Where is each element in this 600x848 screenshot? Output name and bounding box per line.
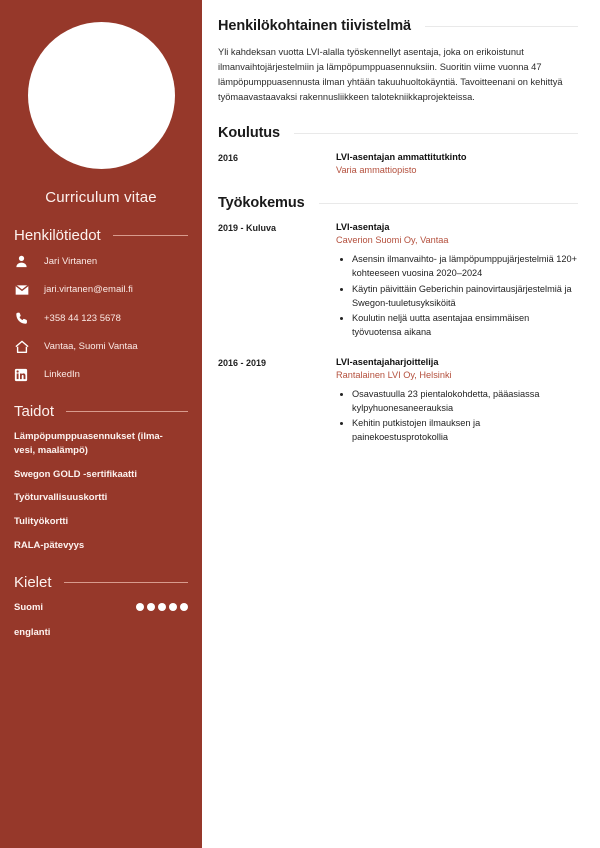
education-entry-title: LVI-asentajan ammattitutkinto [336, 152, 467, 163]
experience-entry-title: LVI-asentaja [336, 222, 390, 233]
skills-list [14, 430, 188, 553]
education-entry [218, 152, 578, 177]
experience-entry-body [336, 222, 578, 341]
contact-phone-value: +358 44 123 5678 [44, 312, 121, 324]
education-heading [218, 125, 578, 141]
personal-info-heading-label: Henkilötiedot [14, 227, 101, 244]
languages-list [14, 601, 188, 639]
cv-title: Curriculum vitae [45, 189, 157, 206]
skills-heading [14, 403, 188, 420]
summary-text: Yli kahdeksan vuotta LVI-alalla työskennellyt asentaja, joka on erikoistunut ilmanvaihtojärjestelmiin ja lämpöpumppuasennuksiin. Suoritin viime vuonna 47 lämpöpumppuasennusta ilman yhtään takuuhuoltokäyntiä. Tavoitteenani on kehittyä työmaavastaavaksi rakennusliikkeen talotekniikkaprojekteissa. [218, 47, 563, 103]
contact-item-linkedin[interactable] [14, 368, 188, 382]
education-entry-date: 2016 [218, 153, 239, 164]
personal-info-heading [14, 227, 188, 244]
skill-item: Lämpöpumppuasennukset (ilma-vesi, maalämpö) [14, 431, 163, 456]
contact-item-address [14, 339, 188, 355]
language-level-dot [136, 603, 144, 611]
languages-heading [14, 574, 188, 591]
heading-divider [294, 133, 578, 134]
experience-entry [218, 357, 578, 446]
language-level-dot [180, 603, 188, 611]
experience-heading-label: Työkokemus [218, 195, 305, 212]
contact-email-value: jari.virtanen@email.fi [44, 284, 133, 296]
experience-bullet: • Käytin päivittäin Geberichin painovirtausjärjestelmiä ja Swegon-tuuletusyksiköitä [352, 282, 578, 311]
language-name: englanti [14, 626, 51, 638]
summary-heading [218, 18, 578, 34]
language-level-dot [147, 603, 155, 611]
main-content [202, 0, 600, 848]
heading-divider [319, 203, 578, 204]
experience-entry-organization: Rantalainen LVI Oy, Helsinki [336, 369, 452, 380]
contact-item-name [14, 254, 188, 269]
home-icon [14, 339, 36, 355]
language-level-dot [169, 603, 177, 611]
skill-item: RALA-pätevyys [14, 539, 85, 551]
contact-address-value: Vantaa, Suomi Vantaa [44, 341, 138, 353]
experience-entry-title: LVI-asentajaharjoittelija [336, 356, 439, 367]
contact-item-email[interactable] [14, 282, 188, 298]
experience-entry-date: 2016 - 2019 [218, 357, 267, 368]
phone-icon [14, 311, 36, 326]
education-heading-label: Koulutus [218, 125, 281, 142]
summary-heading-label: Henkilökohtainen tiivistelmä [218, 18, 411, 34]
heading-divider [113, 235, 188, 236]
language-level-dots [136, 603, 188, 611]
language-level-dot [158, 603, 166, 611]
heading-divider [64, 582, 188, 583]
experience-bullet-list [336, 252, 578, 340]
education-entry-organization: Varia ammattiopisto [336, 165, 417, 176]
experience-bullet-list [336, 387, 578, 445]
heading-divider [425, 26, 578, 27]
experience-heading [218, 195, 578, 211]
experience-bullet: • Kehitin putkistojen ilmauksen ja painekoestusprotokollia [352, 416, 578, 445]
contact-linkedin-value: LinkedIn [44, 369, 80, 381]
experience-bullet: • Asensin ilmanvaihto- ja lämpöpumppujärjestelmiä 120+ kohteeseen vuosina 2020–2024 [352, 252, 578, 281]
skill-item: Swegon GOLD -sertifikaatti [14, 468, 137, 480]
contact-list [14, 254, 188, 382]
contact-item-phone[interactable] [14, 311, 188, 326]
experience-bullet: • Osavastuulla 23 pientalokohdetta, pääasiassa kylpyhuonesaneerauksia [352, 387, 578, 416]
person-icon [14, 254, 36, 269]
language-name: Suomi [14, 601, 44, 613]
languages-heading-label: Kielet [14, 573, 52, 591]
experience-entry-organization: Caverion Suomi Oy, Vantaa [336, 235, 449, 246]
experience-entry [218, 222, 578, 341]
profile-photo-placeholder [28, 22, 175, 169]
sidebar [0, 0, 202, 848]
skill-item: Työturvallisuuskortti [14, 492, 108, 504]
envelope-icon [14, 282, 36, 298]
contact-name-value: Jari Virtanen [44, 255, 98, 267]
skills-heading-label: Taidot [14, 403, 55, 420]
language-item [14, 601, 188, 614]
experience-entry-body [336, 357, 578, 446]
skill-item: Tulityökortti [14, 516, 69, 528]
linkedin-icon [14, 368, 36, 382]
profile-photo-wrapper [14, 0, 188, 169]
experience-bullet: • Koulutin neljä uutta asentajaa ensimmäisen työvuotensa aikana [352, 311, 578, 340]
education-entry-body [336, 152, 578, 177]
experience-entry-date: 2019 - Kuluva [218, 223, 277, 234]
language-item [14, 626, 188, 639]
heading-divider [66, 411, 188, 412]
